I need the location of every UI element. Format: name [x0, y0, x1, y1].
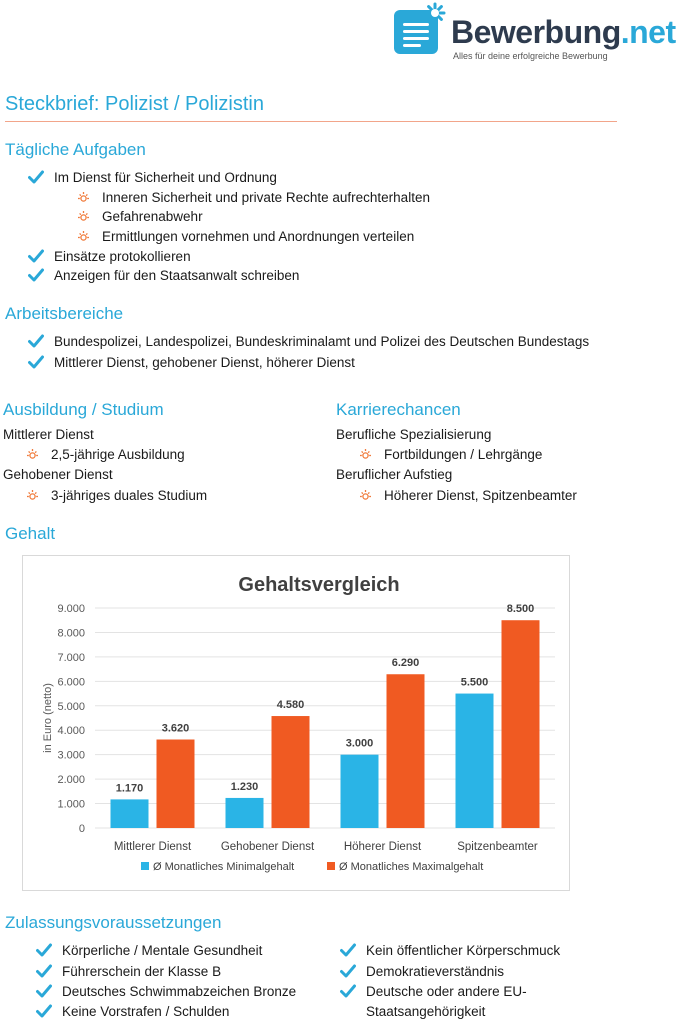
list-item: Staatsangehörigkeit	[366, 1003, 486, 1019]
list-item: Mittlerer Dienst	[3, 426, 94, 442]
brand-tld: .net	[620, 14, 676, 50]
check-icon	[28, 249, 44, 263]
sun-bullet-icon	[359, 489, 372, 502]
check-icon	[28, 334, 44, 348]
section-heading-gehalt: Gehalt	[5, 524, 56, 543]
legend-swatch	[327, 862, 335, 870]
check-icon	[28, 268, 44, 282]
list-item: Gehobener Dienst	[3, 466, 113, 482]
list-item: Körperliche / Mentale Gesundheit	[36, 940, 262, 960]
y-tick-label: 6.000	[57, 676, 85, 689]
section-heading-aufgaben: Tägliche Aufgaben	[5, 140, 146, 159]
y-tick-label: 0	[78, 823, 85, 835]
x-tick-label: Mittlerer Dienst	[113, 841, 192, 853]
y-tick-label: 1.000	[57, 798, 85, 811]
chart-title: Gehaltsvergleich	[238, 574, 400, 596]
y-tick-label: 2.000	[57, 774, 85, 787]
list-item: Bundespolizei, Landespolizei, Bundeskriminalamt und Polizei des Deutschen Bundestags	[28, 331, 589, 351]
y-tick-label: 4.000	[57, 725, 85, 738]
salary-chart	[22, 555, 570, 891]
logo-star-icon	[424, 2, 446, 24]
list-item: Deutsche oder andere EU-	[340, 981, 527, 1001]
x-tick-label: Höherer Dienst	[343, 841, 422, 853]
list-item: Einsätze protokollieren	[28, 246, 191, 266]
sun-bullet-icon	[359, 448, 372, 461]
sun-bullet-icon	[77, 230, 90, 243]
list-item: Ermittlungen vornehmen und Anordnungen verteilen	[77, 226, 414, 246]
list-item: Demokratieverständnis	[340, 961, 504, 981]
data-label: 3.620	[161, 722, 190, 735]
section-heading-karriere: Karrierechancen	[336, 400, 461, 419]
bar	[157, 740, 195, 828]
bar	[387, 674, 425, 828]
y-tick-label: 3.000	[57, 749, 85, 762]
check-icon	[36, 943, 52, 957]
check-icon	[36, 1004, 52, 1018]
list-item: Höherer Dienst, Spitzenbeamter	[359, 485, 577, 505]
page-title: Steckbrief: Polizist / Polizistin	[5, 93, 264, 115]
check-icon	[36, 964, 52, 978]
data-label: 1.230	[230, 780, 259, 793]
list-item: Deutsches Schwimmabzeichen Bronze	[36, 981, 296, 1001]
list-item: Im Dienst für Sicherheit und Ordnung	[28, 167, 277, 187]
y-axis-label: in Euro (netto)	[42, 683, 54, 753]
sun-bullet-icon	[77, 210, 90, 223]
title-divider	[5, 121, 617, 122]
bar	[272, 716, 310, 828]
check-icon	[28, 355, 44, 369]
legend-entry: Ø Monatliches Minimalgehalt	[153, 861, 295, 873]
data-label: 3.000	[345, 737, 374, 750]
check-icon	[340, 984, 356, 998]
list-item: Keine Vorstrafen / Schulden	[36, 1001, 229, 1021]
legend-entry: Ø Monatliches Maximalgehalt	[339, 861, 484, 873]
section-heading-bereiche: Arbeitsbereiche	[5, 304, 124, 323]
check-icon	[36, 984, 52, 998]
brand-name: Bewerbung	[451, 14, 621, 50]
bar	[226, 798, 264, 828]
salary-chart-svg	[23, 556, 569, 890]
list-item: Beruflicher Aufstieg	[336, 466, 453, 482]
data-label: 4.580	[276, 699, 305, 712]
list-item: Kein öffentlicher Körperschmuck	[340, 940, 560, 960]
bar	[502, 620, 540, 828]
sun-bullet-icon	[77, 191, 90, 204]
list-item: Gefahrenabwehr	[77, 206, 203, 226]
bar	[456, 694, 494, 828]
data-label: 8.500	[506, 603, 535, 616]
brand-tagline: Alles für deine erfolgreiche Bewerbung	[453, 51, 608, 61]
check-icon	[340, 964, 356, 978]
y-tick-label: 9.000	[57, 603, 85, 615]
list-item: Mittlerer Dienst, gehobener Dienst, höherer Dienst	[28, 352, 355, 372]
sun-bullet-icon	[26, 448, 39, 461]
legend-swatch	[141, 862, 149, 870]
data-label: 1.170	[115, 782, 144, 795]
bar	[341, 755, 379, 828]
section-heading-zulassung: Zulassungsvoraussetzungen	[5, 913, 222, 932]
data-label: 6.290	[391, 657, 420, 670]
sun-bullet-icon	[26, 489, 39, 502]
bar	[111, 799, 149, 828]
check-icon	[28, 170, 44, 184]
y-tick-label: 5.000	[57, 700, 85, 713]
list-item: 3-jähriges duales Studium	[26, 485, 207, 505]
list-item: Berufliche Spezialisierung	[336, 426, 492, 442]
list-item: 2,5-jährige Ausbildung	[26, 444, 185, 464]
data-label: 5.500	[460, 676, 489, 689]
list-item: Anzeigen für den Staatsanwalt schreiben	[28, 265, 299, 285]
check-icon	[340, 943, 356, 957]
y-tick-label: 8.000	[57, 627, 85, 640]
list-item: Inneren Sicherheit und private Rechte aufrechterhalten	[77, 187, 430, 207]
section-heading-ausbildung: Ausbildung / Studium	[3, 400, 164, 419]
list-item: Fortbildungen / Lehrgänge	[359, 444, 542, 464]
list-item: Führerschein der Klasse B	[36, 961, 221, 981]
y-tick-label: 7.000	[57, 651, 85, 664]
x-tick-label: Gehobener Dienst	[220, 841, 315, 853]
x-tick-label: Spitzenbeamter	[457, 841, 538, 853]
